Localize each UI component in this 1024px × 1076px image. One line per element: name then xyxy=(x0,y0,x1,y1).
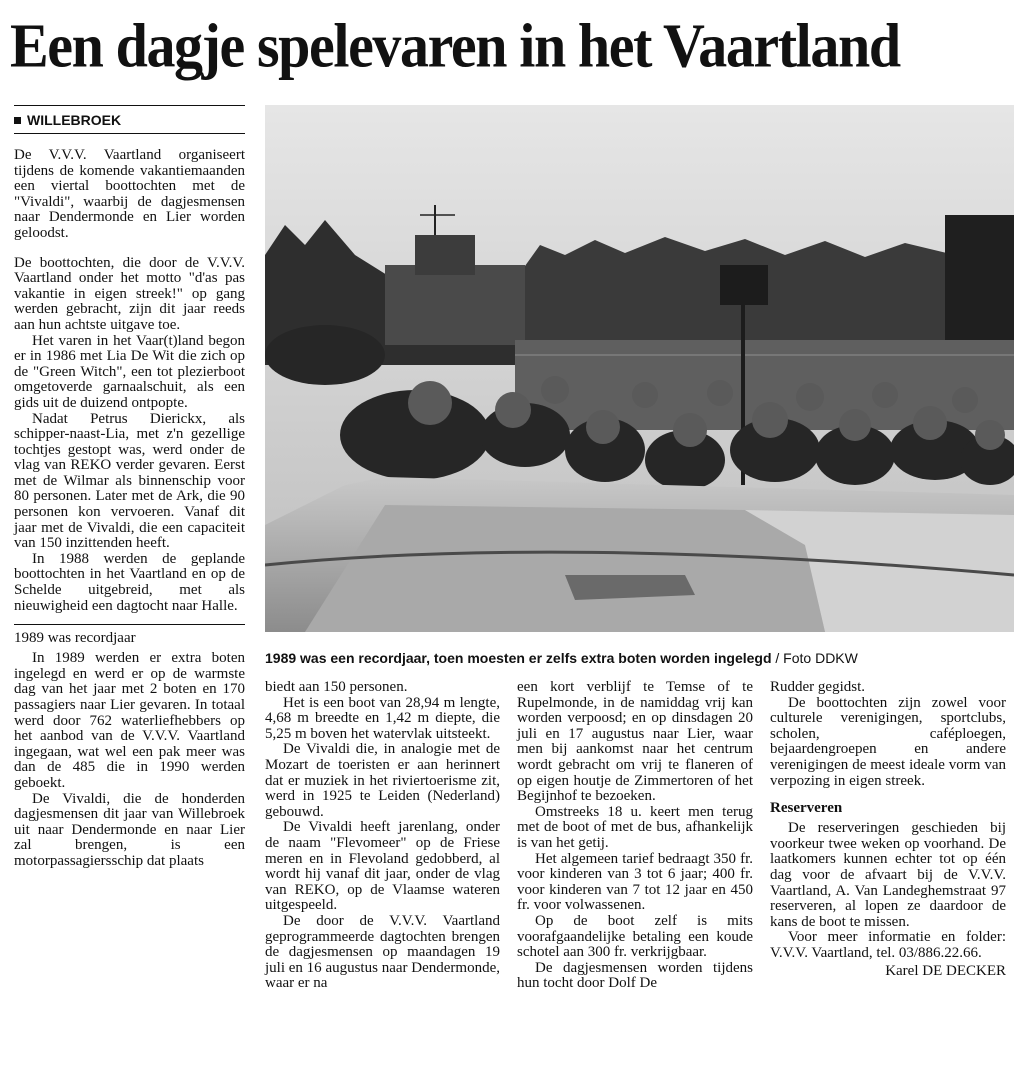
paragraph: Omstreeks 18 u. keert men terug met de boot of met de bus, afhankelijk is van het getij. xyxy=(517,803,753,851)
paragraph: Het varen in het Vaar(t)land begon er in 1986 met Lia De Wit die zich op de "Green Witch", een tot plezierboot omgetoverde garnaalschuit, als een gids uit de duizend ontpopte. xyxy=(14,332,245,411)
paragraph: De dagjesmensen worden tijdens hun tocht door Dolf De xyxy=(517,959,753,992)
boat-photo xyxy=(265,105,1014,632)
subheading: 1989 was recordjaar xyxy=(14,624,245,647)
dateline-text: WILLEBROEK xyxy=(27,112,122,128)
article-column-2 xyxy=(265,680,500,992)
paragraph: De reserveringen geschieden bij voorkeur twee weken op voorhand. De laatkomers kunnen echter tot op één dag voor de afvaart bij de V.V.V. Vaartland, A. Van Landeghemstraat 97 reserveren, al lopen ze daardoor de kans de boot te missen. xyxy=(770,820,1006,930)
headline: Een dagje spelevaren in het Vaartland xyxy=(10,10,900,81)
intro-paragraph: De V.V.V. Vaartland organiseert tijdens de komende vakantiemaanden een viertal boottochten met de "Vivaldi", waarbij de dagjesmensen naar Dendermonde en Lier worden geloodst. xyxy=(14,147,245,241)
paragraph: Op de boot zelf is mits voorafgaandelijke betaling een koude schotel aan 300 fr. verkrijgbaar. xyxy=(517,912,753,961)
photo-caption xyxy=(265,650,1014,667)
photo-credit: / Foto DDKW xyxy=(771,650,858,666)
paragraph: Het is een boot van 28,94 m lengte, 4,68 m breedte en 1,42 m diepte, die 5,25 m boven het watervlak uitsteekt. xyxy=(265,694,500,742)
paragraph: Nadat Petrus Dierickx, als schipper-naast-Lia, met z'n gezellige tochtjes gestopt was, werd onder de vlag van REKO verder gevaren. Eerst met de Wilmar als binnenschip voor 80 personen. Later met de Ark, die 90 personen kon vervoeren. Vanaf dit jaar met de Vivaldi, die een capaciteit van 150 inzittenden heeft. xyxy=(14,410,245,552)
paragraph: biedt aan 150 personen. xyxy=(265,679,408,695)
article-column-1 xyxy=(14,105,245,870)
paragraph: De Vivaldi, die de honderden dagjesmensen dit jaar van Willebroek uit naar Dendermonde en naar Lier zal brengen, is een motorpassagiersschip dat plaats xyxy=(14,790,245,869)
subheading: Reserveren xyxy=(770,800,843,817)
caption-text: 1989 was een recordjaar, toen moesten er zelfs extra boten worden ingelegd xyxy=(265,650,772,666)
dateline xyxy=(14,105,245,134)
paragraph: Rudder gegidst. xyxy=(770,679,865,695)
paragraph: De Vivaldi heeft jarenlang, onder de naam "Flevomeer" op de Friese meren en in Flevoland gedobberd, al wordt hij vanaf dit jaar, onder de vlag van REKO, op de Vlaamse wateren uitgespeeld. xyxy=(265,819,500,914)
paragraph: In 1989 werden er extra boten ingelegd en werd er op de warmste dag van het jaar met 2 boten en 170 passagiers naar Lier gevaren. In totaal werd door 762 waterliefhebbers op het aanbod van de V.V.V. Vaartland ingegaan, wat wel een pak meer was dan de 485 die in 1990 werden geboekt. xyxy=(14,650,245,791)
square-bullet-icon xyxy=(14,117,21,124)
paragraph: De door de V.V.V. Vaartland geprogrammeerde dagtochten brengen de dagjesmensen op maandagen 19 juli en 16 augustus naar Dendermonde, waar er na xyxy=(265,912,500,992)
paragraph: De boottochten zijn zowel voor culturele verenigingen, sportclubs, scholen, caféploegen, bejaardengroepen en andere verenigingen de meest ideale vorm van verpozing in eigen streek. xyxy=(770,694,1006,789)
author-signature: Karel DE DECKER xyxy=(885,962,1006,979)
boat-photo-illustration xyxy=(265,105,1014,632)
paragraph: De boottochten, die door de V.V.V. Vaartland onder het motto "d'as pas vakantie in eigen streek!" op gang werden gebracht, zijn dit jaar reeds aan hun achtste uitgave toe. xyxy=(14,254,245,333)
article-column-3 xyxy=(517,680,753,992)
paragraph: In 1988 werden de geplande boottochten in het Vaartland en op de Schelde uitgebreid, met als nieuwigheid een dagtocht naar Halle. xyxy=(14,550,245,614)
paragraph: Het algemeen tarief bedraagt 350 fr. voor kinderen van 3 tot 6 jaar; 400 fr. voor kinderen van 7 tot 12 jaar en 450 fr. voor volwassenen. xyxy=(517,850,753,914)
paragraph: een kort verblijf te Temse of te Rupelmonde, in de namiddag vrij kan worden verpoosd; en op dinsdagen 20 juli en 17 augustus naar Lier, waar men bij aankomst naar het centrum wordt gebracht om vrij te flaneren of op eigen houtje de Zimmertoren of het Begijnhof te bezoeken. xyxy=(517,679,753,805)
paragraph: De Vivaldi die, in analogie met de Mozart de toeristen er aan herinnert dat er muziek in het riviertoerisme zit, werd in 1925 te Leiden (Nederland) gebouwd. xyxy=(265,741,500,820)
paragraph: Voor meer informatie en folder: V.V.V. Vaartland, tel. 03/886.22.66. xyxy=(770,929,1006,961)
article-column-4 xyxy=(770,680,1006,979)
